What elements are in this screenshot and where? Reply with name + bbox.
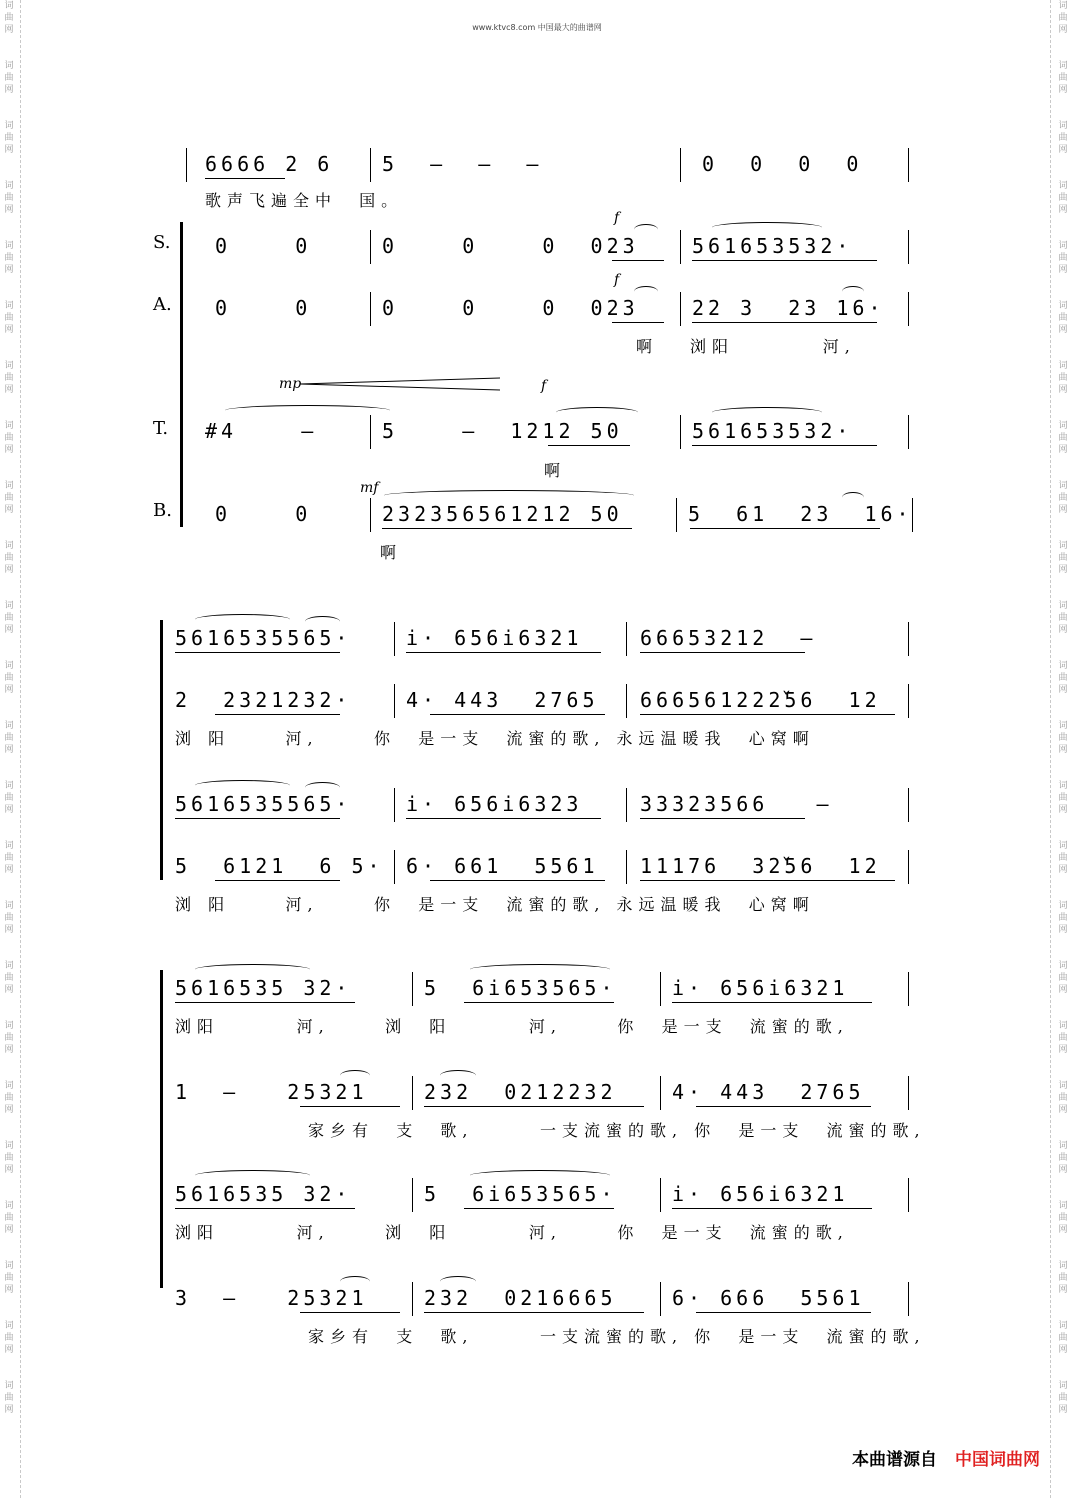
watermark-mark: 词 曲 网: [4, 421, 14, 455]
watermark-mark: 词 曲 网: [4, 1321, 14, 1355]
watermark-mark: 词 曲 网: [1058, 361, 1068, 395]
watermark-mark: 词 曲 网: [1058, 541, 1068, 575]
watermark-mark: 词 曲 网: [1058, 421, 1068, 455]
watermark-mark: 词 曲 网: [1058, 1321, 1068, 1355]
system1-top-lyric: 歌声飞遍全中 国。: [205, 191, 404, 210]
crescendo-hairpin: [300, 376, 505, 392]
watermark-mark: 词 曲 网: [4, 721, 14, 755]
watermark-mark: 词 曲 网: [4, 241, 14, 275]
watermark-mark: 词 曲 网: [4, 1081, 14, 1115]
watermark-mark: 词 曲 网: [1058, 1201, 1068, 1235]
dynamic-f-soprano: f: [614, 210, 620, 226]
system3-tenor-lyric: 浏阳 河, 浏 阳 河, 你 是一支 流蜜的歌,: [175, 1223, 849, 1242]
watermark-mark: 词 曲 网: [4, 121, 14, 155]
footer: [852, 1445, 1040, 1470]
watermark-mark: 词 曲 网: [1058, 601, 1068, 635]
system3-bass: 3 — 25321 232 0216665 6· 666 5561: [0, 1282, 1074, 1322]
system1-top-m2: 5 — — —: [382, 152, 543, 176]
watermark-mark: 词 曲 网: [4, 1141, 14, 1175]
system1-top-m3: 0 0 0 0: [702, 152, 863, 176]
watermark-mark: 词 曲 网: [4, 1261, 14, 1295]
watermark-mark: 词 曲 网: [4, 901, 14, 935]
watermark-mark: 词 曲 网: [1058, 1, 1068, 35]
footer-source: 本曲谱源自: [852, 1450, 937, 1470]
watermark-right: [1056, 0, 1070, 1498]
system3-soprano-lyric: 浏阳 河, 浏 阳 河, 你 是一支 流蜜的歌,: [175, 1017, 849, 1036]
system2-bass: 5 6121 6 5· 6· 661 5561 11176 32̌56 12: [0, 850, 1074, 890]
watermark-mark: 词 曲 网: [1058, 181, 1068, 215]
watermark-mark: 词 曲 网: [1058, 1021, 1068, 1055]
system1-alto: 0 0 0 0 0 023 22 3 23 16·: [0, 292, 1074, 332]
dynamic-mf: mf: [360, 480, 379, 496]
system1-bass: 0 0 232356561212 50 5 61 23 16·: [0, 498, 1074, 538]
watermark-mark: 词 曲 网: [1058, 661, 1068, 695]
watermark-mark: 词 曲 网: [4, 181, 14, 215]
watermark-mark: 词 曲 网: [1058, 1261, 1068, 1295]
system1-soprano: 0 0 0 0 0 023 561653532·: [0, 230, 1074, 270]
part-label-a: A.: [153, 294, 172, 315]
system2-tenor: 5616535565· i· 656i6323 33323566 —: [0, 788, 1074, 828]
system1-top-m1: 6666 2 6: [205, 152, 334, 176]
watermark-mark: 词 曲 网: [1058, 901, 1068, 935]
system3-soprano: 5616535 32· 5 6i653565· i· 656i6321: [0, 972, 1074, 1012]
watermark-mark: 词 曲 网: [4, 301, 14, 335]
system1-tenor: #4 — 5 — 1212 50 561653532·: [0, 415, 1074, 455]
watermark-mark: 词 曲 网: [1058, 721, 1068, 755]
part-label-t: T.: [153, 418, 169, 439]
watermark-mark: 词 曲 网: [4, 841, 14, 875]
system3-bracket: [160, 970, 163, 1288]
part-label-b: B.: [153, 500, 172, 521]
watermark-mark: 词 曲 网: [1058, 61, 1068, 95]
watermark-mark: 词 曲 网: [4, 1201, 14, 1235]
part-label-s: S.: [153, 232, 171, 253]
watermark-mark: 词 曲 网: [4, 961, 14, 995]
system2-alto: 2 2321232· 4· 443 2765 666561222̌56 12: [0, 684, 1074, 724]
watermark-mark: 词 曲 网: [1058, 481, 1068, 515]
page-header: www.ktvc8.com 中国最大的曲谱网: [472, 23, 602, 32]
footer-brand-link[interactable]: 中国词曲网: [955, 1450, 1040, 1470]
system2-soprano: 5616535565· i· 656i6321 66653212 —: [0, 622, 1074, 662]
system1-top-staff: [0, 148, 1074, 188]
watermark-mark: 词 曲 网: [1058, 961, 1068, 995]
dynamic-f-tenor: f: [541, 378, 547, 394]
watermark-mark: 词 曲 网: [4, 61, 14, 95]
dynamic-mp: mp: [279, 376, 302, 392]
system3-alto: 1 — 25321 232 0212232 4· 443 2765: [0, 1076, 1074, 1116]
watermark-mark: 词 曲 网: [1058, 121, 1068, 155]
watermark-mark: 词 曲 网: [1058, 301, 1068, 335]
watermark-mark: 词 曲 网: [1058, 1381, 1068, 1415]
watermark-mark: 词 曲 网: [4, 361, 14, 395]
watermark-mark: 词 曲 网: [4, 661, 14, 695]
watermark-mark: 词 曲 网: [4, 781, 14, 815]
watermark-mark: 词 曲 网: [1058, 781, 1068, 815]
watermark-mark: 词 曲 网: [1058, 1081, 1068, 1115]
system3-tenor: 5616535 32· 5 6i653565· i· 656i6321: [0, 1178, 1074, 1218]
system2-alto-lyric: 浏 阳 河, 你 是一支 流蜜的歌, 永远温暖我 心窝啊: [175, 729, 815, 748]
watermark-mark: 词 曲 网: [4, 1021, 14, 1055]
watermark-mark: 词 曲 网: [4, 481, 14, 515]
watermark-mark: 词 曲 网: [1058, 841, 1068, 875]
watermark-mark: 词 曲 网: [1058, 241, 1068, 275]
watermark-mark: 词 曲 网: [4, 601, 14, 635]
watermark-mark: 词 曲 网: [1058, 1141, 1068, 1175]
system3-alto-lyric: 家乡有 支 歌, 一支流蜜的歌, 你 是一支 流蜜的歌,: [175, 1121, 926, 1140]
watermark-mark: 词 曲 网: [4, 541, 14, 575]
watermark-mark: 词 曲 网: [4, 1381, 14, 1415]
dynamic-f-alto: f: [614, 272, 620, 288]
watermark-mark: 词 曲 网: [4, 1, 14, 35]
system3-bass-lyric: 家乡有 支 歌, 一支流蜜的歌, 你 是一支 流蜜的歌,: [175, 1327, 926, 1346]
system2-bass-lyric: 浏 阳 河, 你 是一支 流蜜的歌, 永远温暖我 心窝啊: [175, 895, 815, 914]
watermark-left: [2, 0, 16, 1498]
